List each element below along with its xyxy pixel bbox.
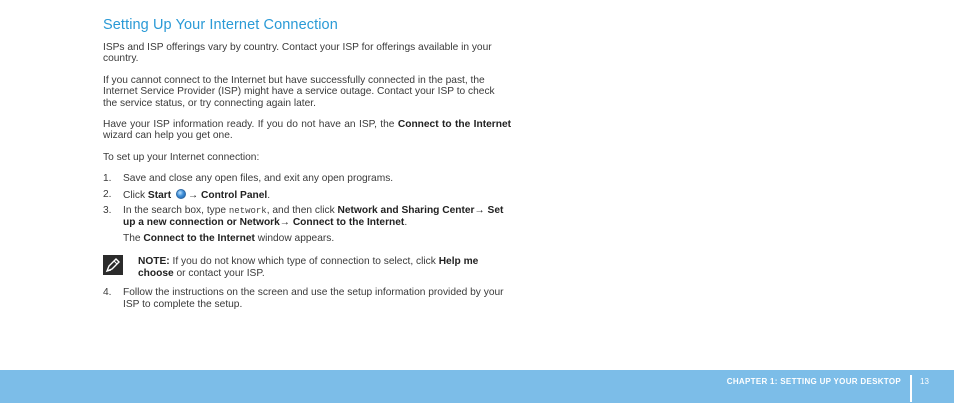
note-box: NOTE: If you do not know which type of connection to select, click Help me choose or contact your ISP.: [103, 256, 511, 279]
step-text: Save and close any open files, and exit any open programs.: [123, 173, 394, 185]
step-1: [103, 173, 511, 184]
setup-steps-continued: [103, 287, 511, 310]
windows-start-icon: [176, 189, 186, 199]
step-number: 3.: [103, 205, 112, 217]
step-number: 4.: [103, 287, 112, 299]
arrow-text: →: [187, 189, 201, 201]
wizard-name: Connect to the Internet: [397, 119, 512, 131]
help-me-choose-label: Help me choose: [138, 256, 479, 279]
step-2: 2. Click Start → Control Panel.: [103, 188, 271, 201]
control-panel-label: Control Panel: [201, 189, 268, 201]
step-number: 1.: [103, 173, 112, 185]
step-4: [103, 287, 511, 310]
start-label: Start: [147, 189, 172, 201]
network-sharing-center-label: Network and Sharing Center: [337, 205, 475, 217]
paragraph-outage: If you cannot connect to the Internet but have successfully connected in the past, the Internet Service Provider (ISP) might have a service outage. Contact your ISP to check the service status, or try connecting again later.: [103, 74, 495, 109]
page-content: [103, 16, 511, 314]
page-number: 13: [920, 377, 929, 386]
search-term: network: [228, 206, 267, 217]
pencil-note-icon: [103, 255, 123, 275]
note-label: NOTE:: [138, 256, 170, 268]
footer-divider: [910, 375, 912, 402]
step-3: 3. In the search box, type network, and then click Network and Sharing Center→ Set up a new connection or Network→ Connect to the Internet. The Connect to the Internet window appears.: [103, 205, 511, 244]
paragraph-isp-offerings: ISPs and ISP offerings vary by country. Contact your ISP for offerings available in your country.: [103, 42, 492, 65]
step-3-result: The Connect to the Internet window appears.: [123, 232, 335, 244]
paragraph-setup-intro: To set up your Internet connection:: [103, 151, 260, 163]
connect-internet-label: Connect to the Internet: [292, 217, 405, 229]
setup-steps: [103, 173, 511, 244]
paragraph-isp-ready: Have your ISP information ready. If you do not have an ISP, the Connect to the Internet wizard can help you get one.: [103, 119, 512, 142]
new-connection-label: Set up a new connection or Network: [123, 205, 504, 229]
chapter-title: CHAPTER 1: SETTING UP YOUR DESKTOP: [726, 377, 901, 386]
page-title: Setting Up Your Internet Connection: [103, 17, 338, 33]
step-text: Follow the instructions on the screen and use the setup information provided by your ISP to complete the setup.: [123, 287, 504, 310]
page-footer: [0, 370, 954, 403]
step-number: 2.: [103, 188, 112, 200]
